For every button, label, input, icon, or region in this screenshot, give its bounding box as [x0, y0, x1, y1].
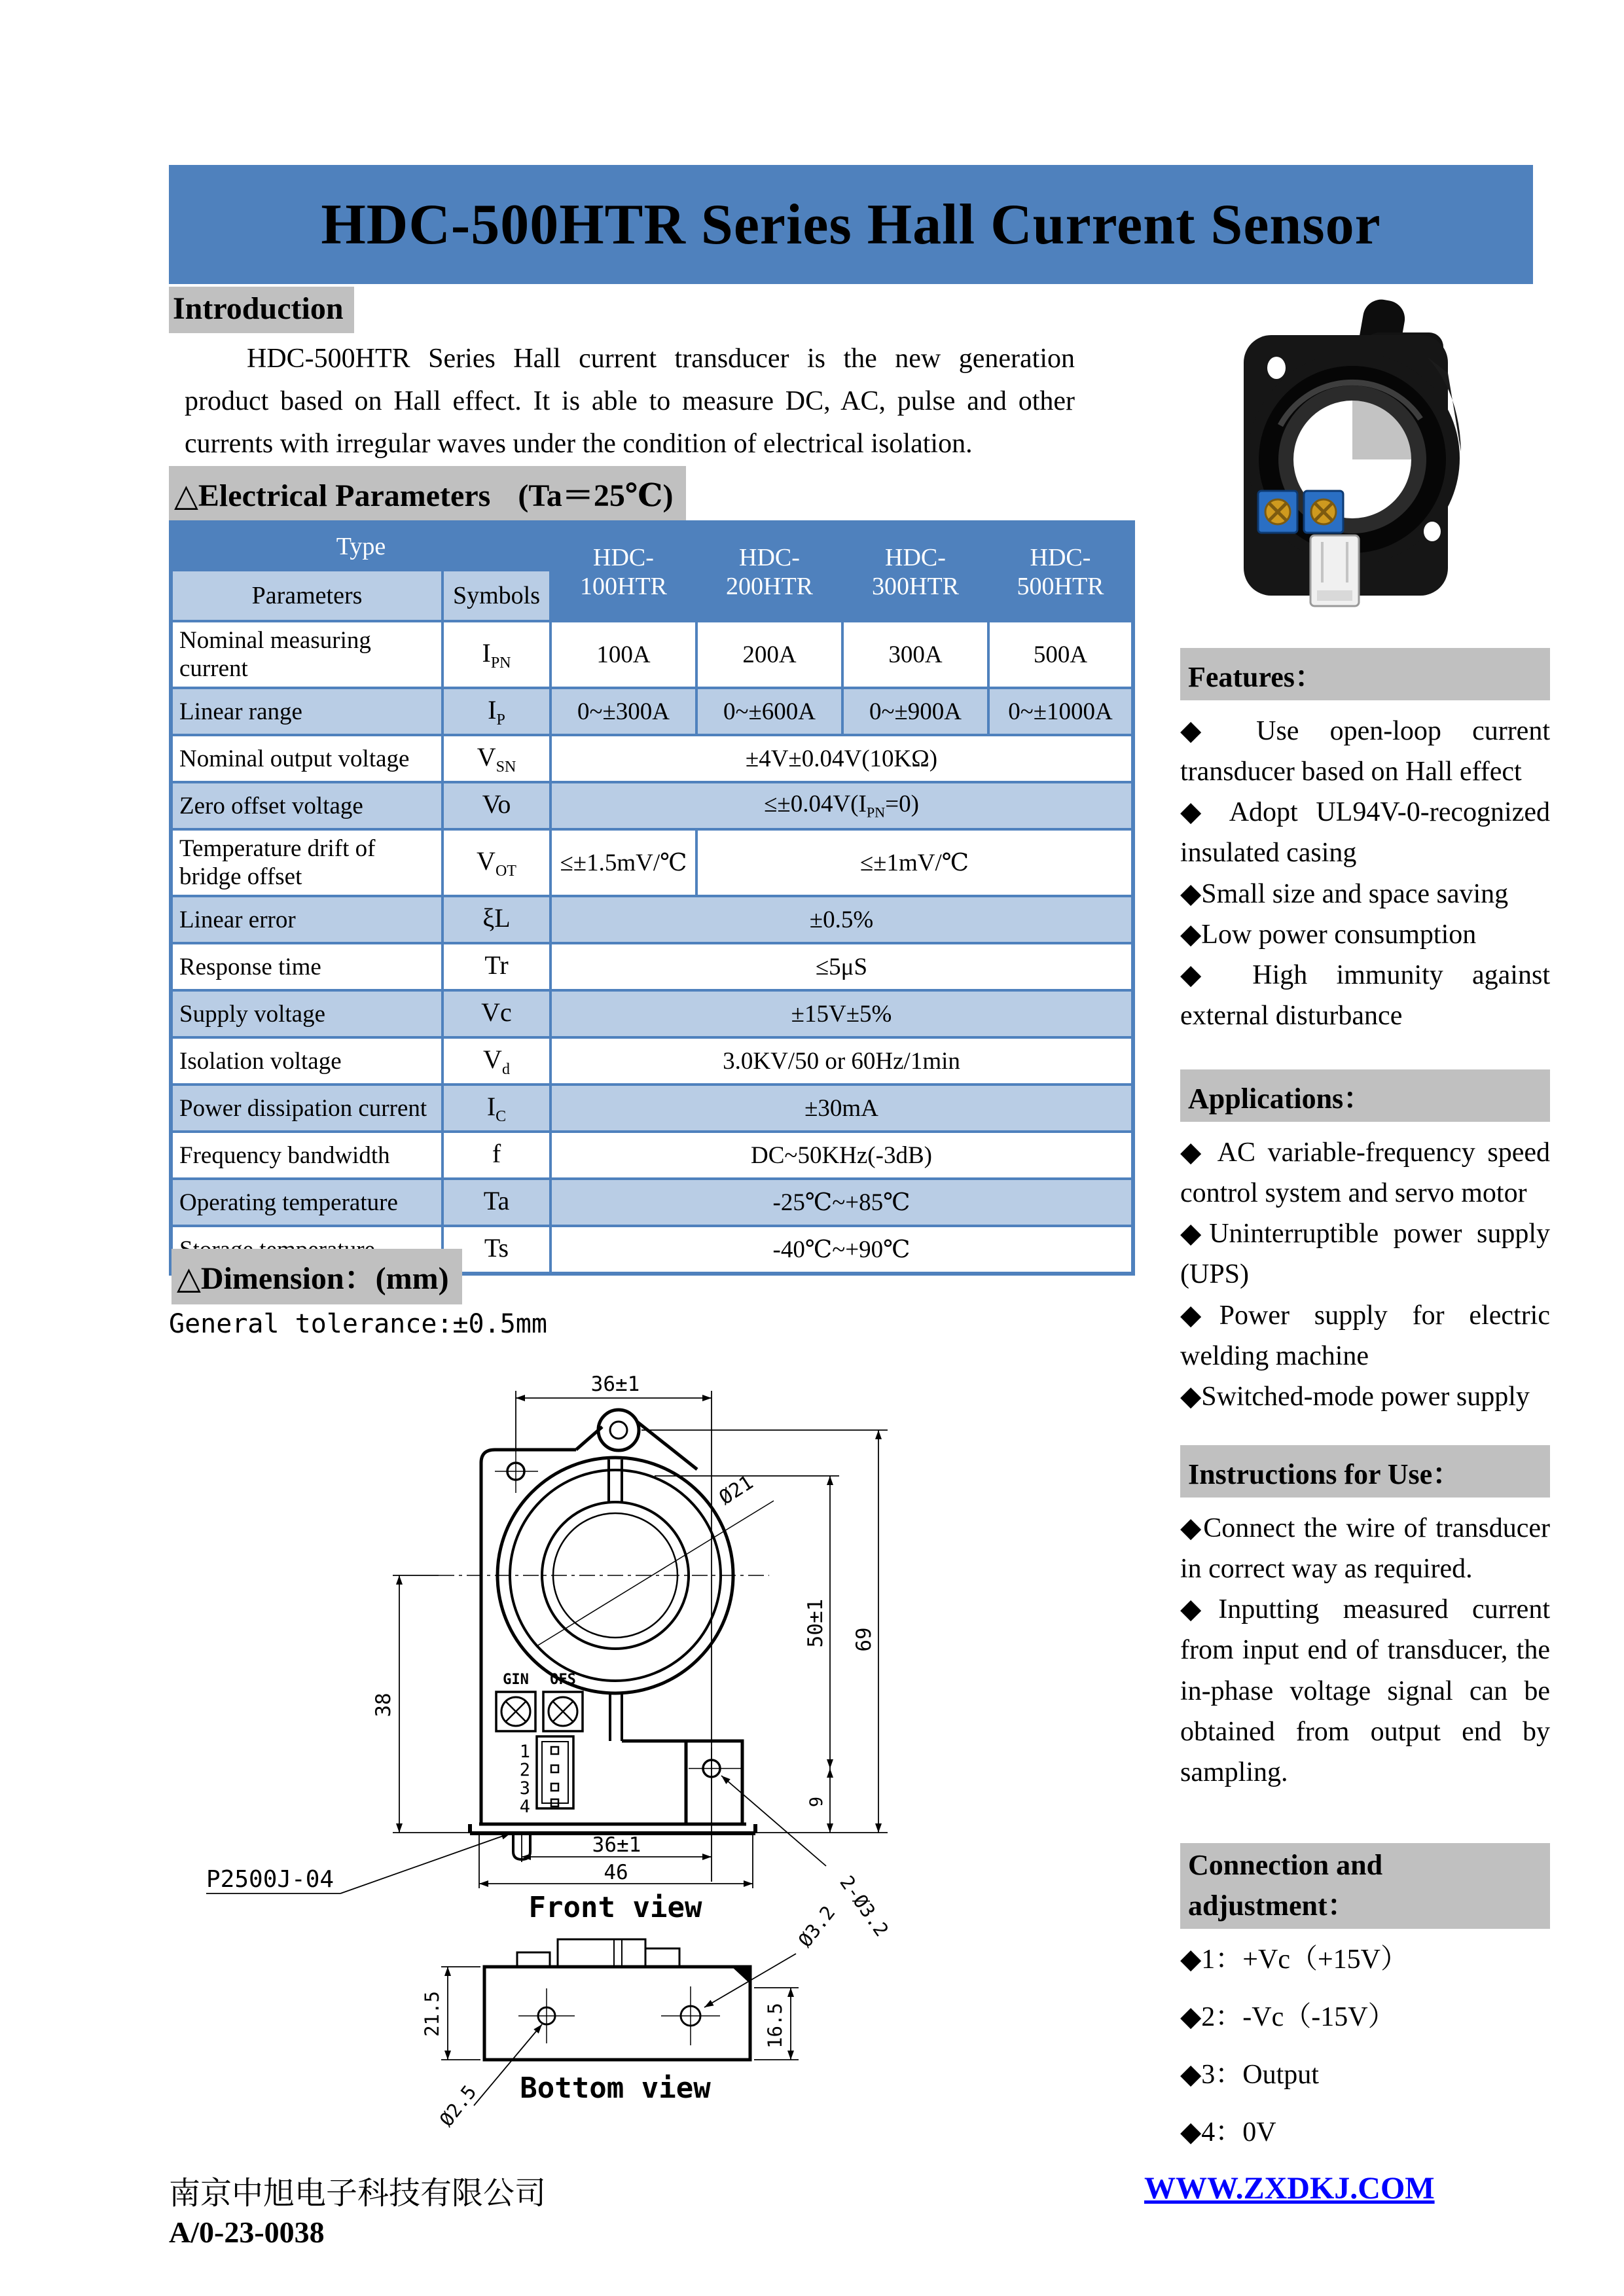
type-column-header: HDC-300HTR	[842, 522, 988, 621]
pin-assignment: ◆4：0V	[1180, 2117, 1276, 2148]
hole-dia-right: Ø3.2	[793, 1901, 840, 1952]
trimpot-offset	[1304, 491, 1343, 533]
table-header-row	[171, 522, 1133, 570]
feature-item: ◆ Use open-loop current transducer based on Hall effect	[1180, 716, 1550, 787]
holes-label: 2-Ø3.2	[835, 1871, 893, 1941]
table-row: Zero offset voltage Vo $\le\pm 0.04V(I_{PN}=0)$	[171, 782, 1133, 829]
instruction-item: ◆Inputting measured current from input end of transducer, the in-phase voltage signal can be obtained from output end by sampling.	[1180, 1594, 1550, 1787]
table-row: Power dissipation current $I_C$ ±30mA	[171, 1085, 1133, 1132]
feature-item: ◆ High immunity against external disturbance	[1180, 960, 1550, 1031]
pin-assignment: ◆1：+Vc（+15V）	[1180, 1945, 1408, 1975]
connection-section	[1180, 1843, 1550, 2170]
company-name: 南京中旭电子科技有限公司	[169, 2176, 547, 2211]
table-row: Operating temperature Ta -25℃~+85℃	[171, 1179, 1133, 1226]
application-item: ◆ AC variable-frequency speed control system and servo motor	[1180, 1138, 1550, 1209]
symbol: $I_{PN}$	[442, 621, 550, 688]
introduction-paragraph: HDC-500HTR Series Hall current transducer is the new generation product based on Hall effect. It is able to measure DC, AC, pulse and other currents with irregular waves under the condition of electrical isolation.	[185, 344, 1075, 459]
symbol: $V_d$	[442, 1037, 550, 1085]
table-row: Linear range $I_P$ 0~±300A 0~±600A 0~±900A 0~±1000A	[171, 688, 1133, 735]
corner-symbols: Symbols	[442, 570, 550, 621]
feature-item: ◆ Adopt UL94V-0-recognized insulated casing	[1180, 797, 1550, 869]
table-row: Temperature drift of bridge offset $V_{OT}$ ≤±1.5mV/℃ ≤±1mV/℃	[171, 829, 1133, 896]
electrical-parameters-table	[169, 520, 1135, 1276]
feature-item: ◆Low power consumption	[1180, 919, 1477, 950]
type-column-header: HDC-500HTR	[988, 522, 1133, 621]
instructions-heading: Instructions for Use：	[1180, 1445, 1550, 1498]
dim-bottom-outer: 46	[604, 1861, 628, 1884]
mounting-holes	[518, 1986, 720, 2045]
table-row: Nominal output voltage $V_{SN}$ ±4V±0.04V(10KΩ)	[171, 735, 1133, 782]
body-outline	[470, 1410, 755, 1859]
dim-right-outer: 69	[852, 1627, 876, 1652]
symbol: Ta	[442, 1179, 550, 1226]
connector	[537, 1736, 573, 1808]
dim-right: 50±1	[804, 1598, 827, 1648]
symbol: $I_C$	[442, 1085, 550, 1132]
type-column-header: HDC-100HTR	[550, 522, 696, 621]
electrical-heading: △Electrical Parameters (Ta＝25℃)	[169, 466, 686, 522]
table-row: Ts -40℃~+90℃	[171, 1226, 1133, 1274]
part-label: P2500J-04	[206, 1866, 334, 1893]
application-item: ◆Uninterruptible power supply (UPS)	[1180, 1219, 1550, 1290]
bottom-view-caption: Bottom view	[520, 2072, 711, 2105]
general-tolerance: General tolerance:±0.5mm	[169, 1309, 547, 1339]
symbol: Ts	[442, 1226, 550, 1274]
symbol: Vc	[442, 990, 550, 1037]
application-item: ◆Power supply for electric welding machine	[1180, 1300, 1550, 1371]
symbol: $V_{SN}$	[442, 735, 550, 782]
symbol: $V_{OT}$	[442, 829, 550, 896]
front-view-drawing	[206, 1365, 988, 1941]
symbol: Vo	[442, 782, 550, 829]
dimension-heading: △Dimension：(mm)	[171, 1249, 462, 1304]
pin-assignment: ◆2：-Vc（-15V）	[1180, 2002, 1396, 2033]
pin-number: 1	[519, 1742, 530, 1762]
connection-heading: Connection and adjustment：	[1180, 1843, 1550, 1929]
dim-top: 36±1	[590, 1372, 640, 1396]
table-row: Linear error ξL ±0.5%	[171, 896, 1133, 943]
pin-number: 2	[519, 1760, 530, 1780]
applications-section	[1180, 1069, 1550, 1417]
title-banner	[169, 165, 1533, 284]
page-title: HDC-500HTR Series Hall Current Sensor	[321, 192, 1381, 257]
dim-small: 9	[806, 1796, 827, 1808]
symbol: f	[442, 1132, 550, 1179]
table-row: Isolation voltage $V_d$ 3.0KV/50 or 60Hz/1min	[171, 1037, 1133, 1085]
dimension-lines	[206, 1391, 888, 1893]
trimmer-pots	[496, 1692, 583, 1731]
body-outline	[484, 1939, 750, 2060]
introduction-heading: Introduction	[169, 287, 354, 333]
symbol: Tr	[442, 943, 550, 990]
pin-number: 3	[519, 1778, 530, 1799]
document-number: A/0-23-0038	[169, 2215, 325, 2249]
table-row: Supply voltage Vc ±15V±5%	[171, 990, 1133, 1037]
front-view-caption: Front view	[528, 1891, 702, 1924]
hole-dia-left: Ø2.5	[435, 2081, 481, 2131]
website-link[interactable]: WWW.ZXDKJ.COM	[1144, 2171, 1435, 2206]
symbol: $I_P$	[442, 688, 550, 735]
dim-left: 38	[372, 1693, 395, 1717]
applications-heading: Applications：	[1180, 1069, 1550, 1122]
dim-left: 21.5	[421, 1991, 443, 2037]
table-row: Frequency bandwidth f DC~50KHz(-3dB)	[171, 1132, 1133, 1179]
product-photo	[1224, 295, 1486, 622]
table-row: Nominal measuring current $I_{PN}$ 100A 200A 300A 500A	[171, 621, 1133, 688]
corner-type: Type	[171, 522, 550, 570]
output-connector	[1310, 535, 1359, 606]
pin-number: 4	[519, 1797, 530, 1817]
gain-pot-label: GIN	[503, 1672, 529, 1688]
dim-right: 16.5	[764, 2003, 786, 2049]
table-row: Response time Tr ≤5μS	[171, 943, 1133, 990]
instructions-section	[1180, 1445, 1550, 1793]
pin-assignment: ◆3：Output	[1180, 2060, 1319, 2090]
dim-bottom: 36±1	[592, 1833, 641, 1857]
symbol: ξL	[442, 896, 550, 943]
corner-parameters: Parameters	[171, 570, 442, 621]
instruction-item: ◆Connect the wire of transducer in correct way as required.	[1180, 1513, 1550, 1585]
features-section	[1180, 648, 1550, 1036]
trimpot-gain	[1258, 491, 1297, 533]
features-heading: Features：	[1180, 648, 1550, 700]
feature-item: ◆Small size and space saving	[1180, 878, 1509, 909]
type-column-header: HDC-200HTR	[696, 522, 842, 621]
offset-pot-label: OFS	[550, 1672, 576, 1688]
application-item: ◆Switched-mode power supply	[1180, 1381, 1530, 1412]
diameter-label: Ø21	[715, 1471, 758, 1510]
test-condition: (Ta＝25℃)	[518, 478, 674, 513]
